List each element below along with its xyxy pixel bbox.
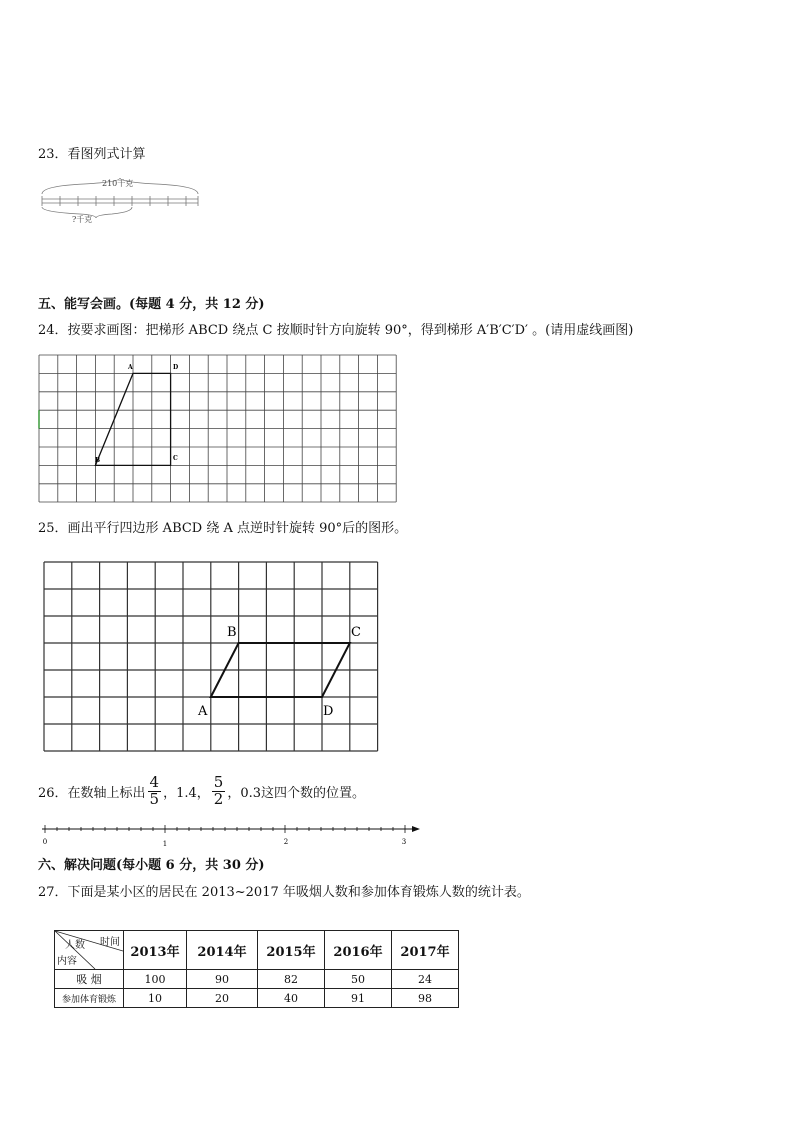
q25-grid [43, 560, 381, 754]
row-label: 参加体育锻炼 [55, 989, 124, 1008]
q26-tick-3: 3 [401, 838, 407, 846]
corner-time: 时间 [100, 937, 120, 948]
q26-tick-1: 1 [162, 840, 168, 848]
q23-bottom-label: ?千克 [72, 215, 93, 224]
q26-frac1-den: 5 [149, 789, 160, 808]
corner-people: 人数 [65, 940, 85, 951]
q24-label-c: C [173, 455, 178, 462]
table-cell: 91 [325, 989, 392, 1008]
year-header: 2016年 [325, 931, 392, 970]
q26-tick-2: 2 [283, 838, 289, 846]
q27-table [54, 930, 459, 1008]
q26-mid: ，1.4， [163, 785, 210, 801]
q27-text: 27．下面是某小区的居民在 2013~2017 年吸烟人数和参加体育锻炼人数的统计表。 [38, 885, 530, 900]
q26-suffix: ，0.3这四个数的位置。 [227, 785, 366, 801]
q26-frac2-num: 5 [213, 773, 224, 791]
corner-content: 内容 [57, 956, 77, 967]
table-row [55, 989, 459, 1008]
q24-text: 24．按要求画图：把梯形 ABCD 绕点 C 按顺时针方向旋转 90°，得到梯形 A′B′C′D′ 。(请用虚线画图) [38, 323, 634, 338]
row-label: 吸 烟 [55, 970, 124, 989]
q26-prefix: 26．在数轴上标出 [38, 785, 146, 801]
year-header: 2017年 [392, 931, 459, 970]
q25-label-c: C [351, 625, 361, 640]
table-row [55, 970, 459, 989]
table-cell: 40 [258, 989, 325, 1008]
q26-number-line [38, 822, 424, 850]
q26-text [38, 775, 365, 808]
table-cell: 90 [187, 970, 258, 989]
q24-label-d: D [173, 364, 179, 371]
table-cell: 100 [124, 970, 187, 989]
q26-fraction-2 [212, 775, 226, 808]
table-corner-cell [55, 931, 124, 970]
section5-heading: 五、能写会画。(每题 4 分，共 12 分) [38, 297, 265, 312]
q23-title: 23．看图列式计算 [38, 147, 146, 162]
q24-grid [38, 354, 400, 504]
q25-label-d: D [323, 704, 334, 719]
q26-tick-0: 0 [42, 838, 48, 846]
section6-heading: 六、解决问题(每小题 6 分，共 30 分) [38, 858, 265, 873]
year-header: 2013年 [124, 931, 187, 970]
q26-arrow [412, 826, 420, 832]
year-header: 2014年 [187, 931, 258, 970]
q24-label-b: B [95, 457, 101, 464]
q25-label-a: A [198, 704, 208, 719]
q23-top-label: 210千克 [102, 179, 134, 188]
year-header: 2015年 [258, 931, 325, 970]
table-cell: 10 [124, 989, 187, 1008]
table-header-row [55, 931, 459, 970]
table-cell: 20 [187, 989, 258, 1008]
table-cell: 98 [392, 989, 459, 1008]
table-cell: 24 [392, 970, 459, 989]
table-cell: 82 [258, 970, 325, 989]
q24-label-a: A [128, 364, 133, 371]
q26-fraction-1 [148, 775, 162, 808]
q26-frac1-num: 4 [149, 773, 160, 791]
q25-label-b: B [227, 625, 237, 640]
q25-text: 25．画出平行四边形 ABCD 绕 A 点逆时针旋转 90°后的图形。 [38, 521, 408, 536]
q24-grid-lines [39, 355, 396, 502]
q26-frac2-den: 2 [213, 789, 224, 808]
table-cell: 50 [325, 970, 392, 989]
q25-grid-lines [44, 562, 378, 751]
